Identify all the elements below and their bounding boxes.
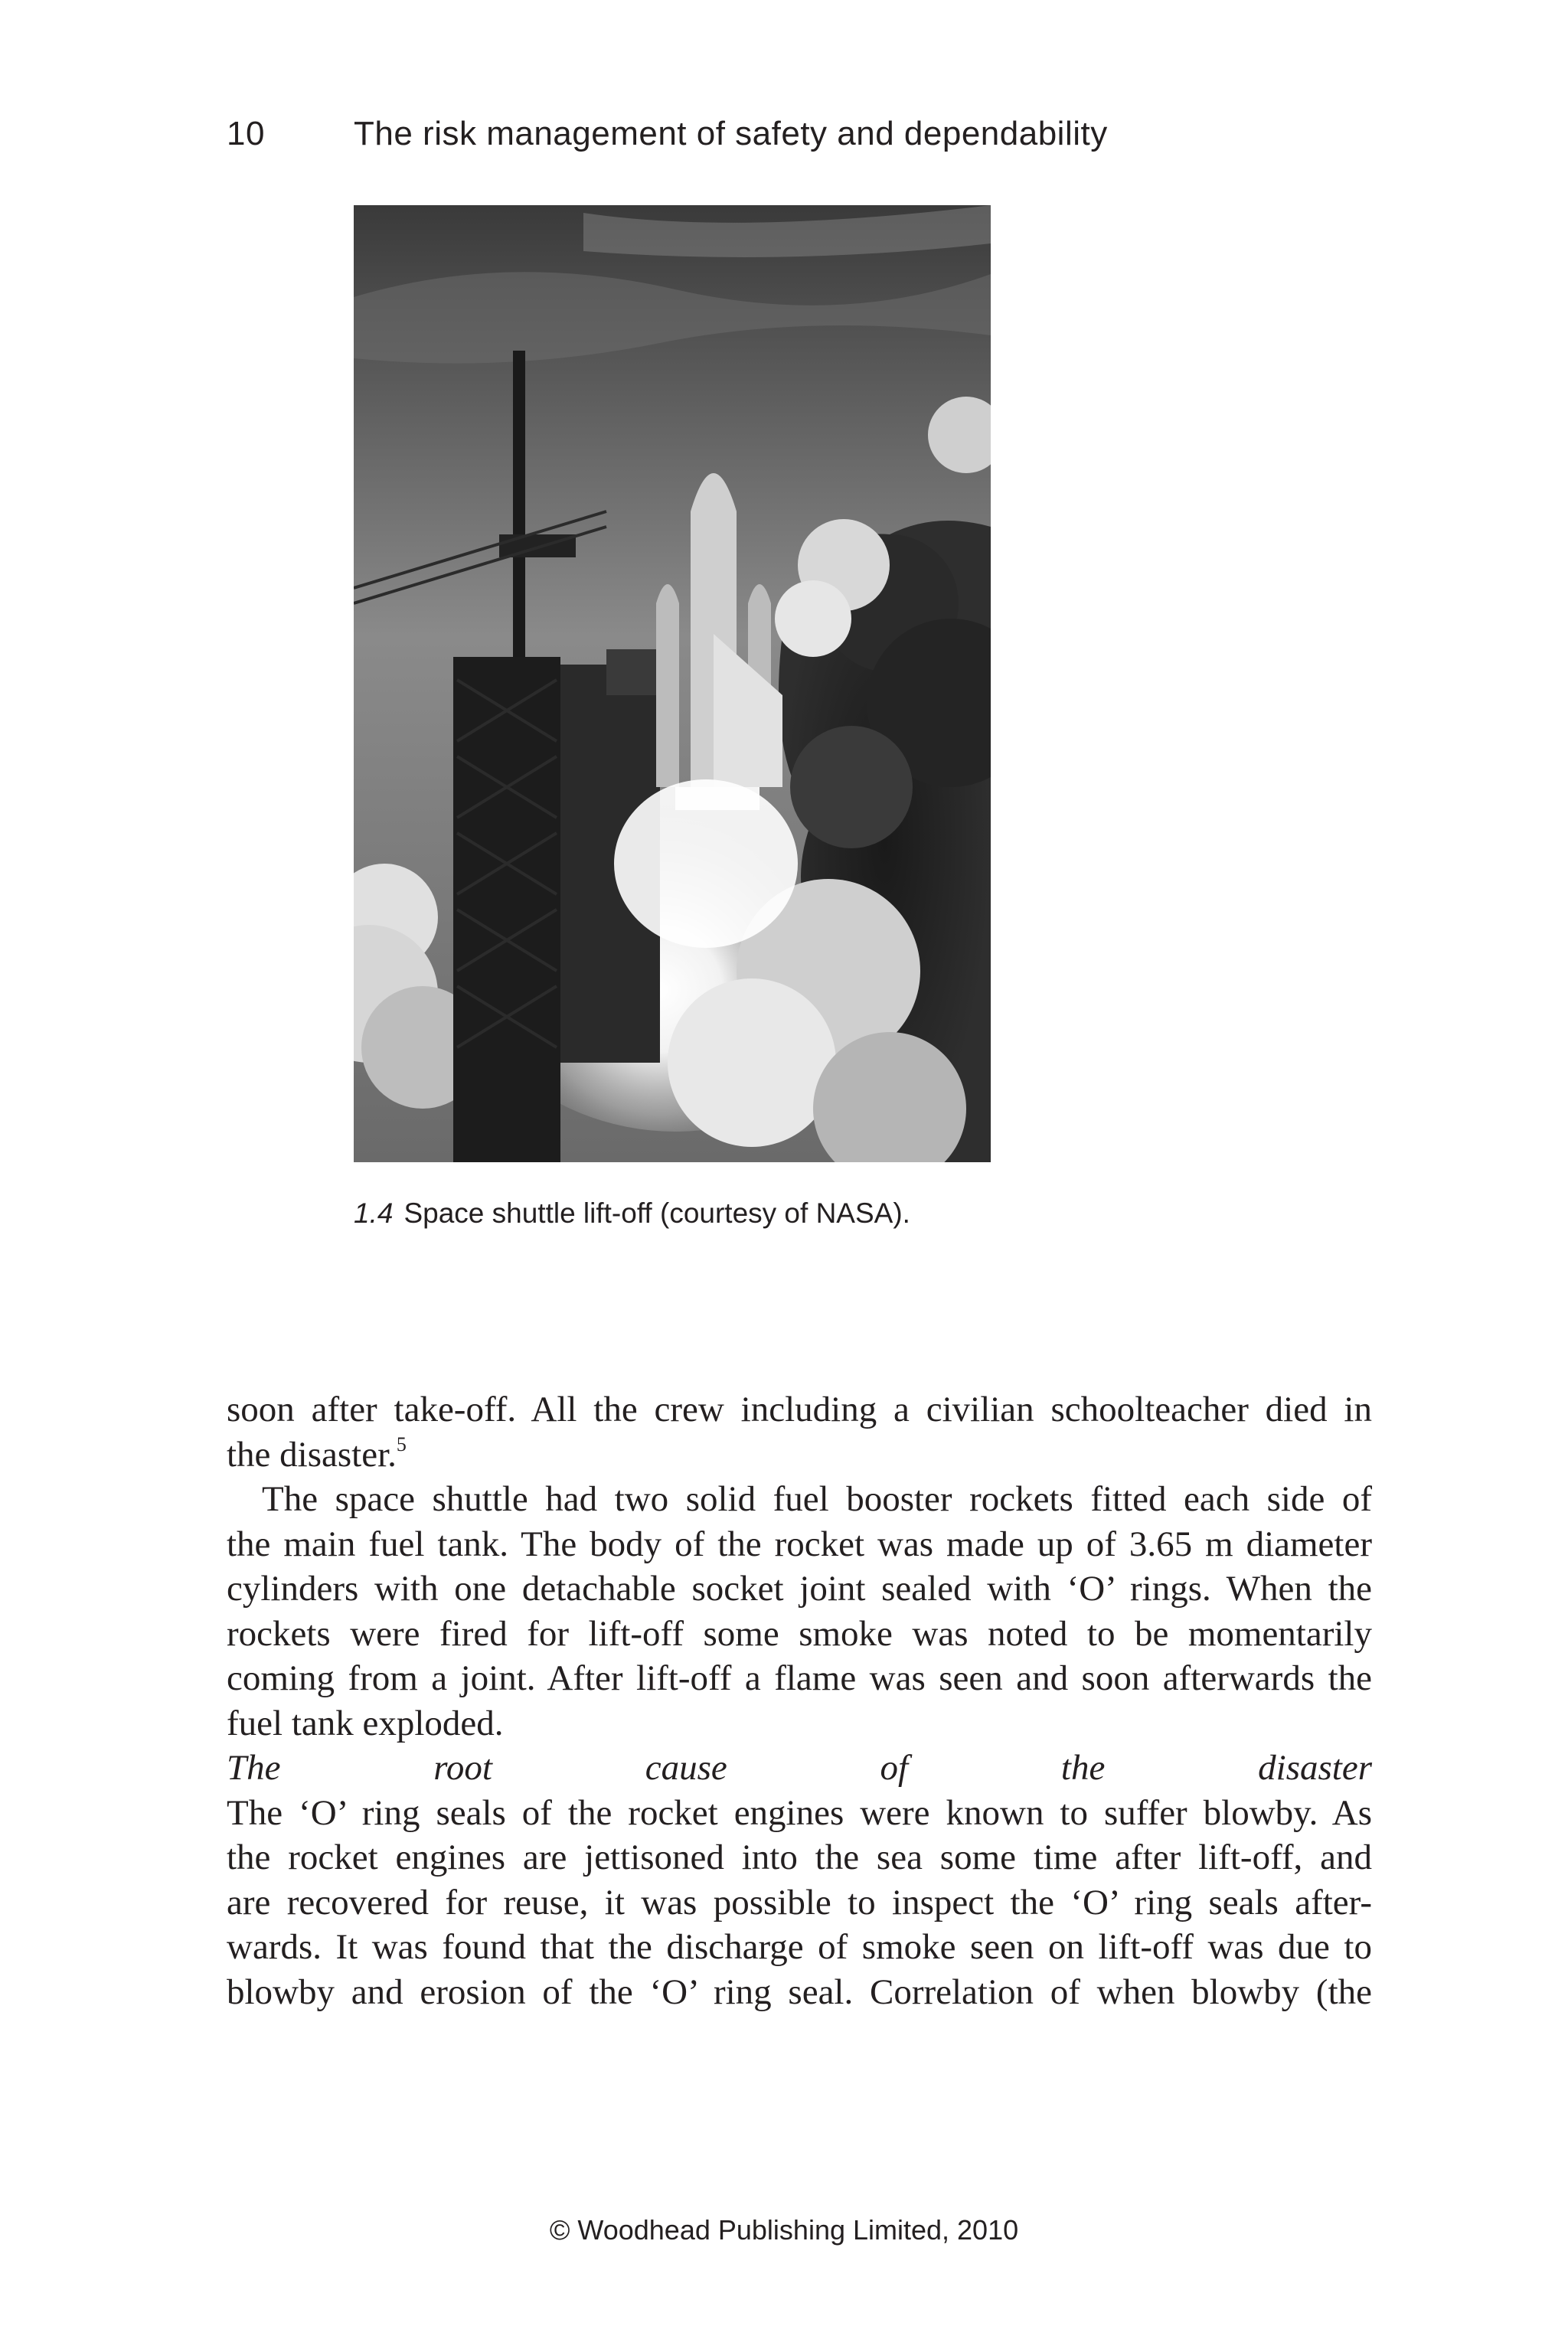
text-line: rockets were fired for lift-off some smoke was noted to be momentarily [227,1613,1372,1654]
text-line: are recovered for reuse, it was possible to inspect the ‘O’ ring seals after- [227,1882,1372,1922]
text-line: The ‘O’ ring seals of the rocket engines were known to suffer blowby. As [227,1792,1372,1833]
figure-number: 1.4 [354,1197,394,1229]
text-line: The space shuttle had two solid fuel booster rockets fitted each side of [262,1479,1372,1519]
text-line [227,1432,1372,1478]
text-line: soon after take-off. All the crew including a civilian schoolteacher died in [227,1390,1372,1429]
text-line: the rocket engines are jettisoned into the sea some time after lift-off, and [227,1838,1372,1877]
page-number: 10 [227,115,265,152]
text-line: wards. It was found that the discharge of smoke seen on lift-off was due to [227,1927,1372,1967]
paragraph [227,1387,1372,1477]
paragraph [227,1477,1372,1746]
text-line: blowby and erosion of the ‘O’ ring seal. Correlation of when blowby (the [227,1971,1372,2012]
figure-caption [354,1197,910,1230]
copyright-notice: © Woodhead Publishing Limited, 2010 [549,2214,1019,2246]
page-footer [0,2214,1568,2246]
body-text [227,1387,1372,2014]
paragraph [227,1791,1372,2015]
figure-caption-text: Space shuttle lift-off (courtesy of NASA). [403,1197,910,1229]
text-line: fuel tank exploded. [227,1703,504,1743]
shuttle-liftoff-image [354,205,991,1162]
shuttle-photo [354,205,991,1162]
text-line-content: the disaster. [227,1434,397,1475]
text-line: cylinders with one detachable socket joint sealed with ‘O’ rings. When the [227,1569,1372,1609]
running-title: The risk management of safety and dependability [354,115,1108,152]
text-line: the main fuel tank. The body of the rocket was made up of 3.65 m diameter [227,1524,1372,1564]
footnote-reference: 5 [396,1432,407,1455]
section-heading: The root cause of the disaster [227,1748,1372,1788]
text-line: coming from a joint. After lift-off a flame was seen and soon afterwards the [227,1658,1372,1698]
running-head [227,115,1108,153]
